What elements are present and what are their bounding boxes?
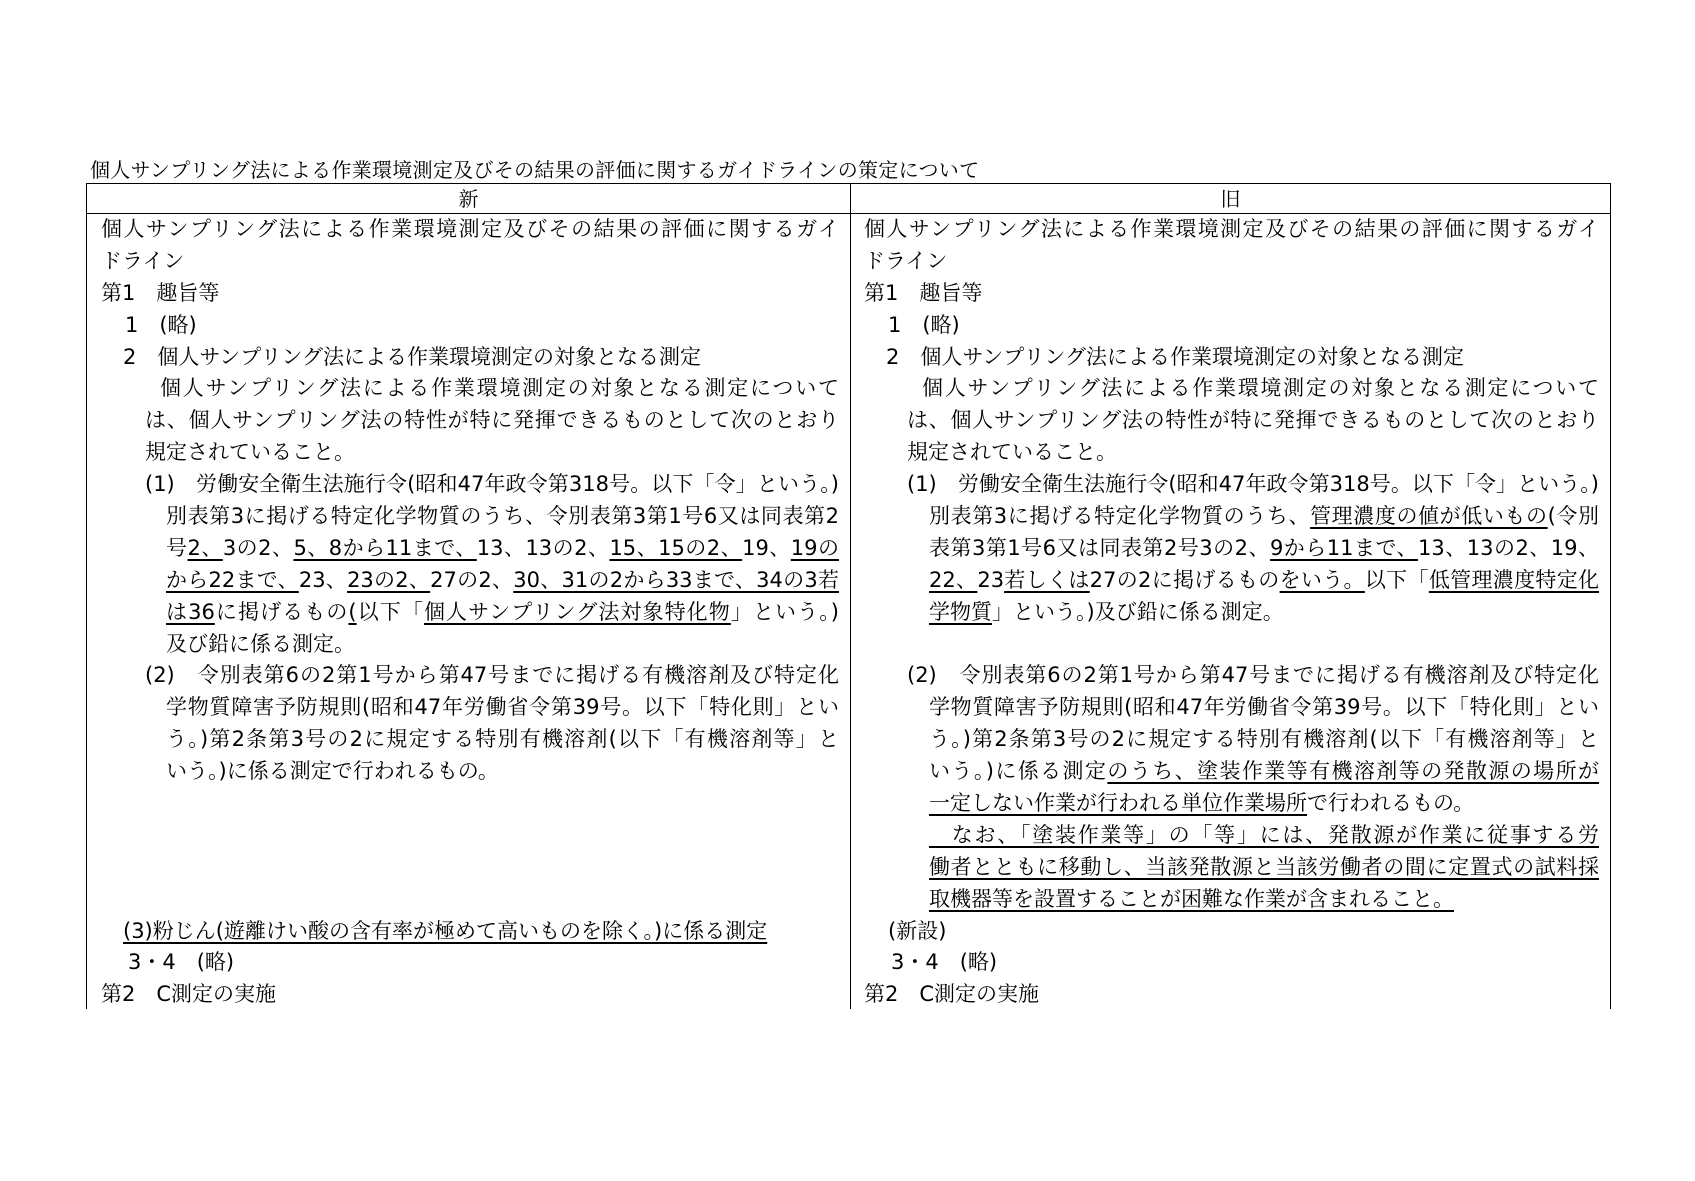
text-segment: 第1 趣旨等 [864, 280, 983, 305]
text-line [851, 916, 1610, 948]
column-old [851, 214, 1610, 1009]
text-line [87, 947, 850, 979]
text-segment: 第1 趣旨等 [101, 280, 220, 305]
text-line [851, 373, 1610, 405]
text-line [87, 660, 850, 692]
text-line [851, 947, 1610, 979]
text-line [87, 979, 850, 1011]
text-segment: いう。)に係る測定で行われるもの。 [166, 759, 499, 784]
text-segment: 個人サンプリング法による作業環境測定の対象となる測定について [922, 376, 1599, 401]
text-line [87, 501, 850, 533]
text-segment: 規定されていること。 [907, 440, 1117, 465]
text-line [851, 278, 1610, 310]
document-title: 個人サンプリング法による作業環境測定及びその結果の評価に関するガイドラインの策定について [90, 158, 980, 182]
text-segment: 規定されていること。 [145, 440, 355, 465]
underlined-text: 5、8から11まで、 [293, 535, 477, 560]
text-line [87, 884, 850, 916]
text-line [87, 820, 850, 852]
text-line [851, 756, 1610, 788]
text-line [87, 437, 850, 469]
text-segment: 27の2、 [430, 567, 514, 592]
underlined-text: をいう。 [1279, 567, 1365, 592]
text-segment: 」という。) [730, 599, 839, 624]
text-segment: 第2 C測定の実施 [101, 982, 277, 1007]
text-segment: 2 個人サンプリング法による作業環境測定の対象となる測定 [123, 344, 702, 369]
text-segment: う。)第2条第3号の2に規定する特別有機溶剤(以下「有機溶剤等」と [166, 727, 839, 752]
text-segment: 以下「 [356, 599, 424, 624]
text-segment: ドライン [864, 248, 948, 273]
underlined-text: 15、15の2、 [609, 535, 743, 560]
text-segment: 27の2に掲げるもの [1089, 567, 1280, 592]
underlined-text: なお、「塗装作業等」の「等」には、発散源が作業に従事する労 [929, 822, 1599, 847]
underlined-text: 低管理濃度特定化 [1428, 567, 1600, 592]
text-segment: う。)第2条第3号の2に規定する特別有機溶剤(以下「有機溶剤等」と [929, 727, 1599, 752]
text-line [851, 597, 1610, 629]
text-line [851, 405, 1610, 437]
text-line [87, 597, 850, 629]
text-line [851, 342, 1610, 374]
text-segment: 13、13の2、 [476, 535, 610, 560]
header-old: 旧 [851, 184, 1610, 214]
text-segment: 1 (略) [125, 312, 197, 337]
comparison-table [86, 183, 1611, 1009]
text-line [851, 214, 1610, 246]
underlined-text: 取機器等を設置することが困難な作業が含まれること。 [929, 886, 1454, 911]
text-segment: 3・4 (略) [128, 950, 235, 975]
text-line [87, 692, 850, 724]
text-segment: 号 [166, 535, 188, 560]
text-segment: 個人サンプリング法による作業環境測定及びその結果の評価に関するガイ [101, 217, 839, 241]
text-segment: 個人サンプリング法による作業環境測定の対象となる測定について [160, 376, 839, 401]
text-line [87, 852, 850, 884]
text-line [851, 565, 1610, 597]
text-segment: 別表第3に掲げる特定化学物質のうち、令別表第3第1号6又は同表第2 [166, 504, 839, 529]
text-line [87, 214, 850, 246]
underlined-text: 30、31の2から33まで、34の3若 [513, 567, 839, 592]
text-segment: (1) 労働安全衛生法施行令(昭和47年政令第318号。以下「令」という。) [145, 472, 839, 497]
text-segment: (2) 令別表第6の2第1号から第47号までに掲げる有機溶剤及び特定化 [907, 663, 1599, 688]
text-segment: 19、 [742, 535, 791, 560]
text-line [87, 916, 850, 948]
text-segment: 23、 [298, 567, 348, 592]
text-line [851, 820, 1610, 852]
underlined-text: 9から11まで、 [1269, 535, 1419, 560]
text-line [851, 310, 1610, 342]
text-line [87, 788, 850, 820]
text-line [87, 278, 850, 310]
column-new [87, 214, 851, 1009]
text-line [851, 533, 1610, 565]
text-line [87, 565, 850, 597]
underlined-text: (3)粉じん(遊離けい酸の含有率が極めて高いものを除く。)に係る測定 [123, 918, 768, 943]
text-segment: 3の2、 [222, 535, 294, 560]
text-segment: 23 [977, 567, 1005, 592]
underlined-text: 学物質 [929, 599, 992, 624]
text-segment: (1) 労働安全衛生法施行令(昭和47年政令第318号。以下「令」という。) [907, 472, 1599, 497]
text-line [851, 660, 1610, 692]
text-segment: 2 個人サンプリング法による作業環境測定の対象となる測定 [886, 344, 1465, 369]
text-segment: 1 (略) [888, 312, 960, 337]
underlined-text: 若しくは [1004, 567, 1090, 592]
text-line [851, 692, 1610, 724]
text-line [87, 373, 850, 405]
underlined-text: 働者とともに移動し、当該発散源と当該労働者の間に定置式の試料採 [929, 854, 1599, 879]
text-segment: で行われるもの。 [1307, 791, 1475, 816]
text-segment: 及び鉛に係る測定。 [166, 631, 355, 656]
underlined-text: 19の [790, 535, 839, 560]
text-segment: 個人サンプリング法による作業環境測定及びその結果の評価に関するガイ [864, 217, 1599, 241]
text-line [87, 310, 850, 342]
text-line [87, 756, 850, 788]
text-segment: 別表第3に掲げる特定化学物質のうち、 [929, 504, 1311, 529]
text-line [851, 501, 1610, 533]
text-line [851, 724, 1610, 756]
text-line [851, 852, 1610, 884]
text-segment: は、個人サンプリング法の特性が特に発揮できるものとして次のとおり [145, 408, 839, 433]
text-segment: 13、13の2、19、 [1418, 535, 1599, 560]
underlined-text: から22まで、 [166, 567, 299, 592]
text-line [851, 469, 1610, 501]
text-segment: ドライン [101, 248, 185, 273]
header-new: 新 [87, 184, 851, 214]
underlined-text: 2、 [187, 535, 223, 560]
text-segment: (新設) [888, 918, 947, 943]
text-segment: 学物質障害予防規則(昭和47年労働省令第39号。以下「特化則」とい [166, 695, 839, 720]
text-line [851, 629, 1610, 661]
text-segment: 学物質障害予防規則(昭和47年労働省令第39号。以下「特化則」とい [929, 695, 1599, 720]
underlined-text: 23の2、 [347, 567, 431, 592]
text-line [87, 405, 850, 437]
underlined-text: ( [348, 599, 357, 624]
text-segment: (令別 [1547, 504, 1600, 529]
text-segment: 」という。)及び鉛に係る測定。 [992, 599, 1284, 624]
text-segment: 第2 C測定の実施 [864, 982, 1040, 1007]
text-segment: は、個人サンプリング法の特性が特に発揮できるものとして次のとおり [907, 408, 1599, 433]
text-line [87, 469, 850, 501]
text-segment: 以下「 [1364, 567, 1429, 592]
text-segment: 3・4 (略) [891, 950, 998, 975]
underlined-text: は36 [166, 599, 215, 624]
text-line [87, 342, 850, 374]
text-line [87, 246, 850, 278]
text-line [87, 629, 850, 661]
text-line [851, 884, 1610, 916]
text-segment: いう。)に係る測定 [929, 759, 1108, 784]
text-line [851, 246, 1610, 278]
underlined-text: 個人サンプリング法対象特化物 [423, 599, 731, 624]
underlined-text: 管理濃度の値が低いもの [1310, 504, 1548, 529]
underlined-text: 22、 [929, 567, 978, 592]
text-line [851, 437, 1610, 469]
text-line [87, 724, 850, 756]
text-line [851, 788, 1610, 820]
text-line [87, 533, 850, 565]
text-segment: (2) 令別表第6の2第1号から第47号までに掲げる有機溶剤及び特定化 [145, 663, 839, 688]
underlined-text: のうち、塗装作業等有機溶剤等の発散源の場所が [1107, 759, 1599, 784]
text-segment: に掲げるもの [214, 599, 349, 624]
text-line [851, 979, 1610, 1011]
text-segment: 表第3第1号6又は同表第2号3の2、 [929, 535, 1270, 560]
underlined-text: 一定しない作業が行われる単位作業場所 [929, 791, 1307, 816]
